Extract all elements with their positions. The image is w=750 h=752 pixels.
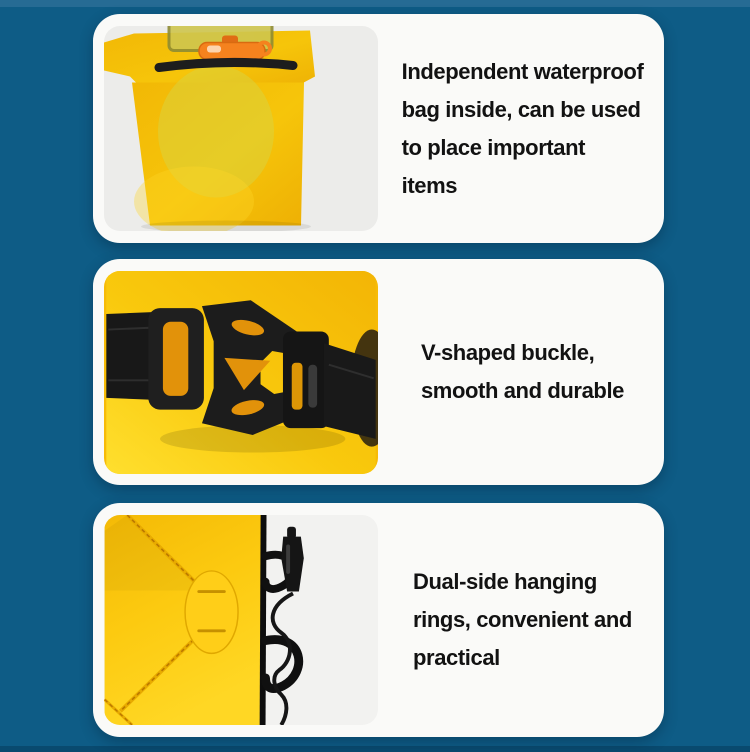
buckle-photo — [104, 271, 378, 474]
right-strap — [324, 343, 376, 439]
buckle-receiver — [283, 332, 329, 429]
feature-text-zone — [391, 14, 654, 243]
feature-text-line: to place important — [401, 134, 586, 160]
hanging-rings-photo — [104, 515, 378, 725]
feature-text-block — [413, 563, 632, 677]
feature-card-waterproof-bag — [93, 14, 664, 243]
buckle-graphic — [104, 271, 378, 474]
feature-text-line: V-shaped buckle, — [420, 340, 595, 365]
feature-text-zone — [391, 259, 654, 485]
feature-text-line: smooth and durable — [420, 378, 625, 403]
buckle-frame-slot — [163, 322, 188, 396]
hanging-cord — [273, 594, 293, 725]
feature-card-v-buckle — [93, 259, 664, 485]
receiver-slot — [292, 363, 303, 410]
waterproof-pouch-graphic — [104, 26, 378, 231]
feature-text-line: practical — [413, 645, 500, 670]
hanging-ring-bottom — [266, 640, 299, 689]
bottom-edge-band — [0, 746, 750, 752]
feature-text-line: Dual-side hanging — [413, 569, 597, 594]
feature-text-zone — [391, 503, 654, 737]
waterproof-pouch-photo — [104, 26, 378, 231]
feature-text-line: bag inside, can be used — [401, 96, 641, 122]
feature-card-hanging-rings — [93, 503, 664, 737]
fastening-tab — [185, 571, 238, 653]
top-edge-band — [0, 0, 750, 7]
feature-text-line: Independent waterproof — [401, 58, 644, 84]
bag-edge — [260, 515, 267, 725]
hook-highlight — [286, 544, 290, 573]
feature-text-line: rings, convenient and — [413, 607, 632, 632]
left-strap — [106, 312, 155, 400]
feature-text-line: items — [401, 172, 458, 198]
hanging-rings-graphic — [104, 515, 378, 725]
sealing-clip-bar — [159, 62, 293, 67]
whistle-highlight — [207, 46, 221, 53]
receiver-slot-dark — [308, 365, 317, 408]
feature-text-block — [421, 334, 624, 410]
feature-text-block — [402, 53, 644, 205]
